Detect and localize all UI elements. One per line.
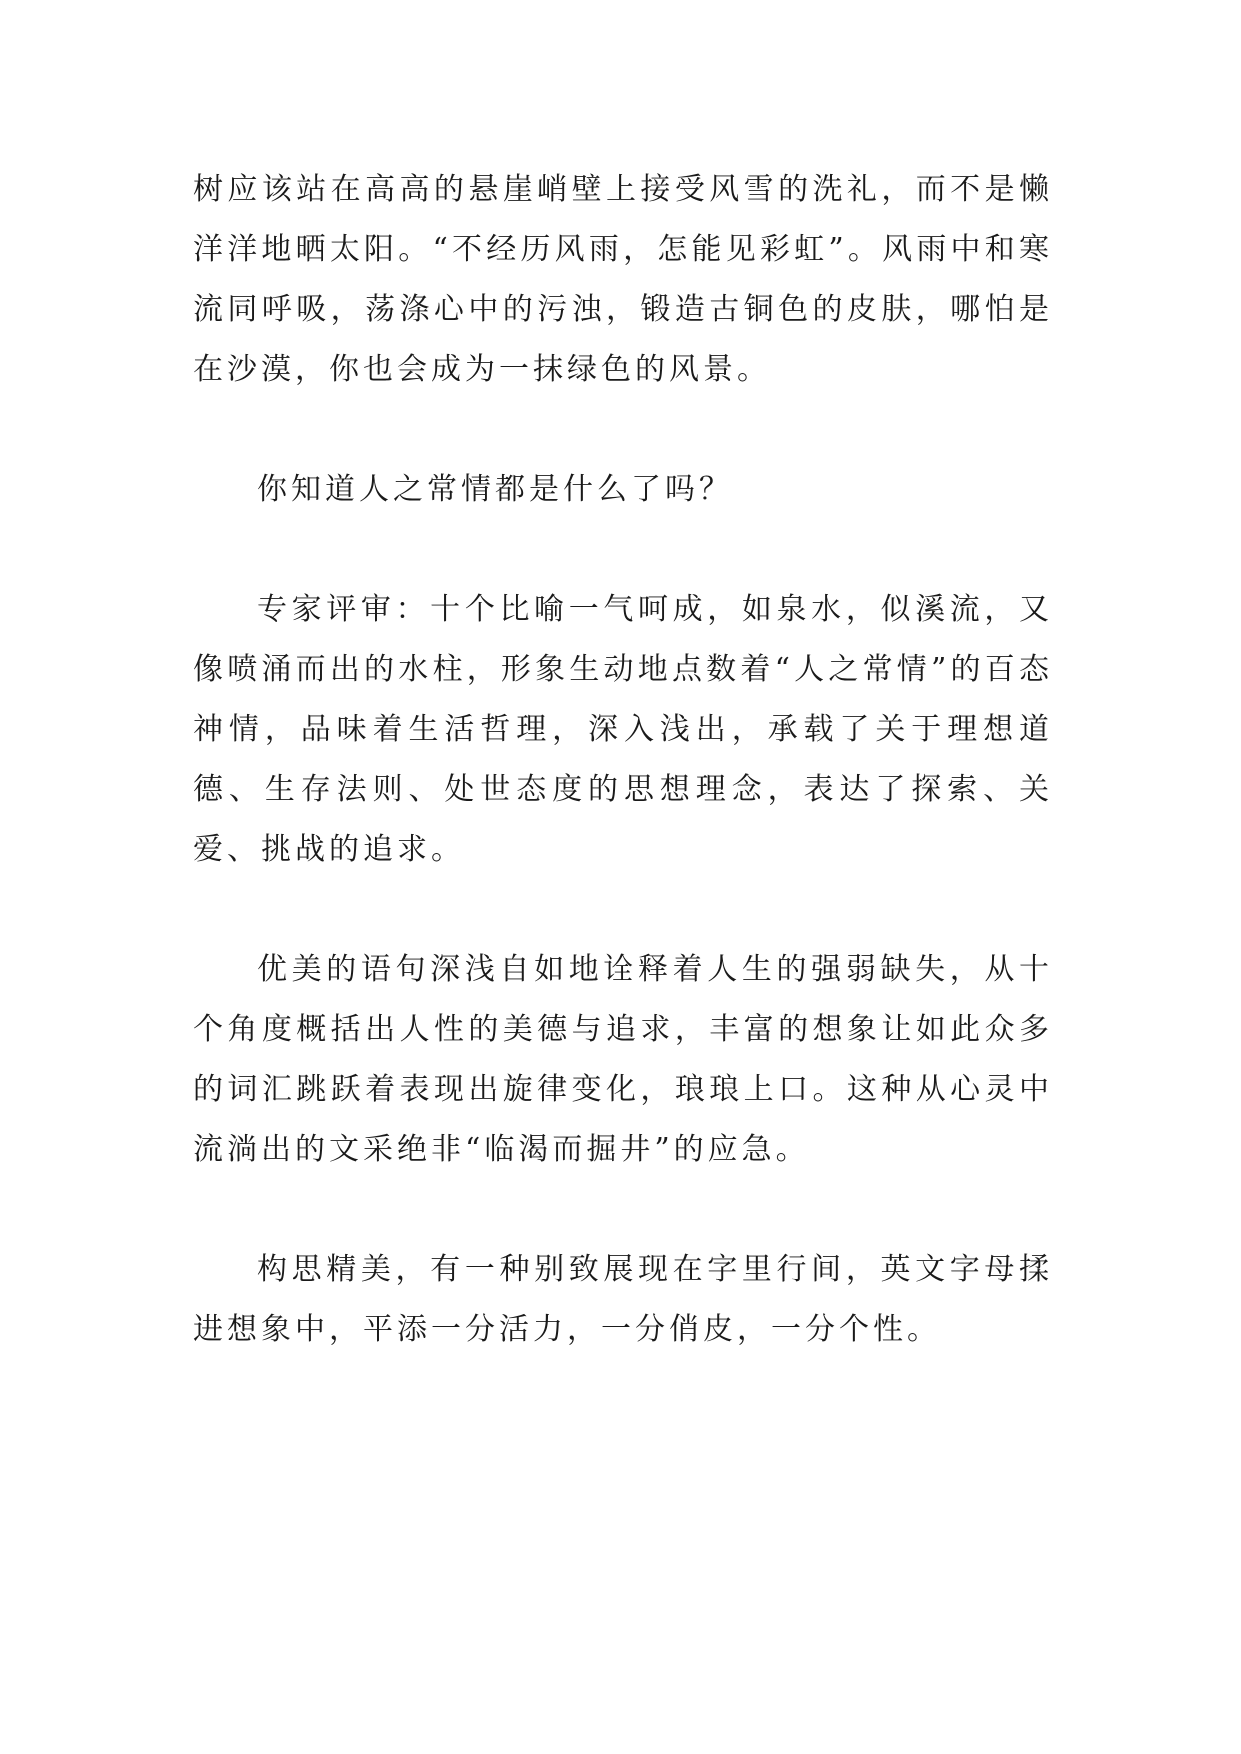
paragraph-question: 你知道人之常情都是什么了吗？: [257, 472, 733, 507]
paragraph-expert-review: 专家评审：十个比喻一气呵成，如泉水，似溪流，又像喷涌而出的水柱，形象生动地点数着“人之常情”的百态神情，品味着生活哲理，深入浅出，承载了关于理想道德、生存法则、处世态度的思想理念，表达了探索、关爱、挑战的追求。: [193, 592, 1053, 867]
document-body: [193, 160, 1053, 1360]
paragraph-tree-metaphor: 树应该站在高高的悬崖峭壁上接受风雪的洗礼，而不是懒洋洋地晒太阳。“不经历风雨，怎能见彩虹”。风雨中和寒流同呼吸，荡涤心中的污浊，锻造古铜色的皮肤，哪怕是在沙漠，你也会成为一抹绿色的风景。: [193, 172, 1053, 387]
paragraph-language-comment: 优美的语句深浅自如地诠释着人生的强弱缺失，从十个角度概括出人性的美德与追求，丰富的想象让如此众多的词汇跳跃着表现出旋律变化，琅琅上口。这种从心灵中流淌出的文采绝非“临渴而掘井”的应急。: [193, 952, 1053, 1167]
paragraph-structure-comment: 构思精美，有一种别致展现在字里行间，英文字母揉进想象中，平添一分活力，一分俏皮，一分个性。: [193, 1252, 1053, 1347]
